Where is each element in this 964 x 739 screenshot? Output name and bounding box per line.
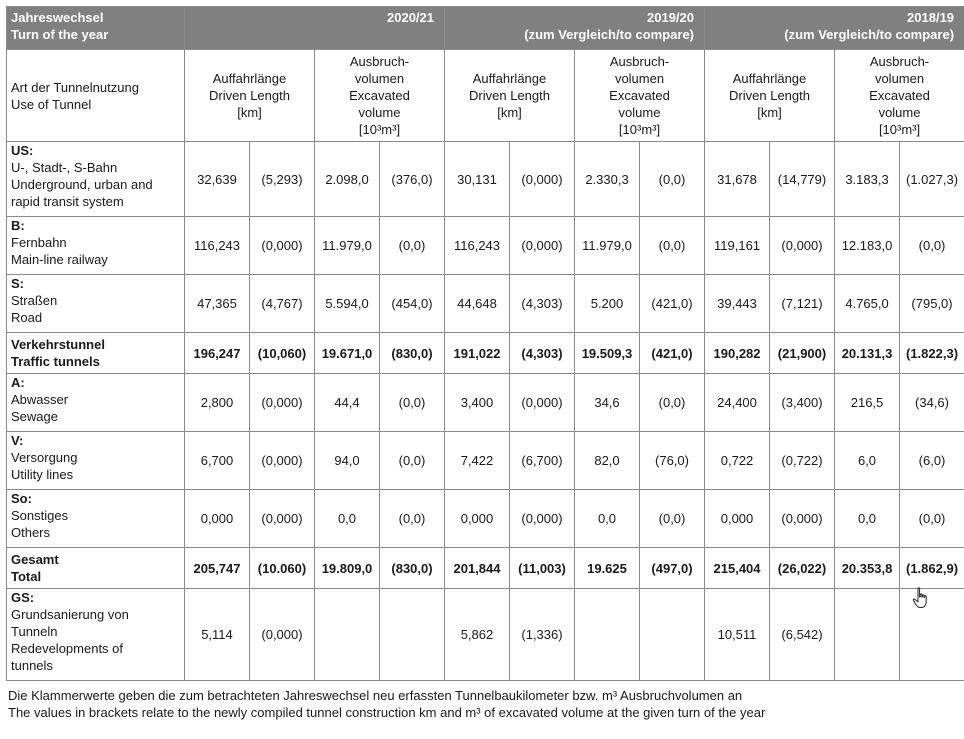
value-cell: 0,000 — [185, 490, 250, 548]
year-note: (zum Vergleich/to compare) — [784, 27, 955, 42]
value-cell: 119,161 — [705, 217, 770, 275]
header-line: volume — [618, 105, 661, 120]
new-value-cell: (14,779) — [770, 142, 835, 217]
year-header-2019-20 — [445, 7, 705, 50]
row-label-en: Use of Tunnel — [11, 96, 92, 112]
header-line: [km] — [237, 105, 262, 120]
new-value-cell: (6,0) — [900, 432, 964, 490]
header-line: Excavated — [609, 88, 670, 103]
new-value-cell: (0,000) — [770, 490, 835, 548]
value-cell: 19.809,0 — [315, 548, 380, 589]
row-total — [7, 548, 964, 589]
header-line: Ausbruch- — [609, 54, 670, 69]
year-label: 2020/21 — [387, 10, 434, 25]
row-utility-lines — [7, 432, 964, 490]
value-cell: 31,678 — [705, 142, 770, 217]
value-cell: 2.330,3 — [575, 142, 640, 217]
new-value-cell: (454,0) — [380, 275, 445, 333]
category-label: tunnels — [11, 658, 53, 673]
row-others — [7, 490, 964, 548]
new-value-cell: (11,003) — [510, 548, 575, 589]
new-value-cell: (0,000) — [510, 374, 575, 432]
footnote-en: The values in brackets relate to the newly compiled tunnel construction km and m³ of excavated volume at the given turn of the year — [8, 705, 766, 720]
driven-length-header — [705, 50, 835, 142]
value-cell: 191,022 — [445, 333, 510, 374]
value-cell: 216,5 — [835, 374, 900, 432]
year-header-2018-19 — [705, 7, 964, 50]
value-cell: 94,0 — [315, 432, 380, 490]
header-line: Auffahrlänge — [732, 71, 807, 86]
header-line: Ausbruch- — [349, 54, 410, 69]
new-value-cell: (10.060) — [250, 548, 315, 589]
value-cell: 5.200 — [575, 275, 640, 333]
category-label: Redevelopments of — [11, 641, 124, 656]
value-cell: 215,404 — [705, 548, 770, 589]
category-code: A: — [11, 375, 25, 390]
column-header-row — [7, 50, 964, 142]
new-value-cell: (0,000) — [510, 142, 575, 217]
header-line: Driven Length — [209, 88, 290, 103]
value-cell — [835, 589, 900, 681]
category-label: Gesamt — [11, 552, 59, 567]
header-line: [10³m³] — [618, 122, 661, 137]
category-label: Straßen — [11, 293, 58, 308]
tunnel-use-cell — [7, 333, 185, 374]
table-body — [7, 142, 964, 681]
new-value-cell: (0,0) — [640, 490, 705, 548]
new-value-cell: (421,0) — [640, 333, 705, 374]
new-value-cell: (0,000) — [250, 432, 315, 490]
row-main-line-railway — [7, 217, 964, 275]
new-value-cell — [900, 589, 964, 681]
value-cell: 201,844 — [445, 548, 510, 589]
category-code: V: — [11, 433, 24, 448]
category-label: rapid transit system — [11, 194, 124, 209]
value-cell: 12.183,0 — [835, 217, 900, 275]
new-value-cell: (497,0) — [640, 548, 705, 589]
new-value-cell: (0,000) — [250, 217, 315, 275]
category-label: Versorgung — [11, 450, 78, 465]
value-cell: 6,0 — [835, 432, 900, 490]
new-value-cell: (7,121) — [770, 275, 835, 333]
new-value-cell: (0,000) — [250, 589, 315, 681]
new-value-cell: (1.862,9) — [900, 548, 964, 589]
tunnel-use-cell — [7, 142, 185, 217]
value-cell: 116,243 — [185, 217, 250, 275]
year-label: 2019/20 — [647, 10, 695, 25]
new-value-cell: (6,700) — [510, 432, 575, 490]
year-note: (zum Vergleich/to compare) — [524, 27, 695, 42]
value-cell: 7,422 — [445, 432, 510, 490]
header-line: Driven Length — [469, 88, 550, 103]
new-value-cell: (0,0) — [900, 217, 964, 275]
category-label: Road — [11, 310, 43, 325]
value-cell: 190,282 — [705, 333, 770, 374]
value-cell: 5,114 — [185, 589, 250, 681]
category-code: US: — [11, 143, 34, 158]
value-cell — [575, 589, 640, 681]
header-line: [km] — [757, 105, 782, 120]
header-line: [10³m³] — [878, 122, 921, 137]
row-sewage — [7, 374, 964, 432]
value-cell: 4.765,0 — [835, 275, 900, 333]
header-line: Auffahrlänge — [472, 71, 547, 86]
new-value-cell: (421,0) — [640, 275, 705, 333]
value-cell: 2,800 — [185, 374, 250, 432]
header-line: volume — [878, 105, 921, 120]
new-value-cell: (830,0) — [380, 548, 445, 589]
year-label: 2018/19 — [907, 10, 955, 25]
new-value-cell — [380, 589, 445, 681]
category-code: B: — [11, 218, 25, 233]
value-cell: 6,700 — [185, 432, 250, 490]
row-road — [7, 275, 964, 333]
header-line: Driven Length — [729, 88, 810, 103]
new-value-cell: (830,0) — [380, 333, 445, 374]
tunnel-use-cell — [7, 589, 185, 681]
value-cell: 20.353,8 — [835, 548, 900, 589]
value-cell: 32,639 — [185, 142, 250, 217]
driven-length-header — [185, 50, 315, 142]
year-header-2020-21 — [185, 7, 445, 50]
category-label: U-, Stadt-, S-Bahn — [11, 160, 118, 175]
value-cell — [315, 589, 380, 681]
row-redevelopments — [7, 589, 964, 681]
category-label: Fernbahn — [11, 235, 67, 250]
value-cell: 11.979,0 — [315, 217, 380, 275]
new-value-cell: (1,336) — [510, 589, 575, 681]
value-cell: 2.098,0 — [315, 142, 380, 217]
new-value-cell: (21,900) — [770, 333, 835, 374]
category-label: Others — [11, 525, 51, 540]
tunnel-use-cell — [7, 490, 185, 548]
excavated-volume-header — [835, 50, 964, 142]
new-value-cell: (0,000) — [510, 490, 575, 548]
header-line: volumen — [874, 71, 925, 86]
new-value-cell: (0,0) — [640, 142, 705, 217]
row-underground — [7, 142, 964, 217]
new-value-cell: (0,000) — [510, 217, 575, 275]
value-cell: 34,6 — [575, 374, 640, 432]
new-value-cell: (1.027,3) — [900, 142, 964, 217]
header-line: Excavated — [349, 88, 410, 103]
tunnel-use-header — [7, 50, 185, 142]
value-cell: 0,0 — [835, 490, 900, 548]
value-cell: 5,862 — [445, 589, 510, 681]
category-code: GS: — [11, 590, 35, 605]
category-label: Main-line railway — [11, 252, 108, 267]
new-value-cell: (6,542) — [770, 589, 835, 681]
new-value-cell — [640, 589, 705, 681]
excavated-volume-header — [315, 50, 445, 142]
tunnel-statistics — [6, 6, 964, 721]
value-cell: 47,365 — [185, 275, 250, 333]
value-cell: 0,722 — [705, 432, 770, 490]
footnote — [6, 687, 964, 721]
category-label: Traffic tunnels — [11, 354, 100, 369]
value-cell: 0,0 — [575, 490, 640, 548]
category-label: Verkehrstunnel — [11, 337, 105, 352]
header-line: Ausbruch- — [869, 54, 930, 69]
new-value-cell: (0,0) — [380, 217, 445, 275]
new-value-cell: (0,0) — [640, 374, 705, 432]
corner-label-de: Jahreswechsel — [11, 10, 104, 25]
value-cell: 19.671,0 — [315, 333, 380, 374]
category-label: Underground, urban and — [11, 177, 153, 192]
new-value-cell: (76,0) — [640, 432, 705, 490]
category-label: Sewage — [11, 409, 58, 424]
tunnel-statistics-table — [6, 6, 964, 681]
excavated-volume-header — [575, 50, 705, 142]
value-cell: 116,243 — [445, 217, 510, 275]
tunnel-use-cell — [7, 275, 185, 333]
header-line: volumen — [614, 71, 665, 86]
new-value-cell: (376,0) — [380, 142, 445, 217]
header-line: [10³m³] — [358, 122, 401, 137]
header-line: volume — [358, 105, 401, 120]
value-cell: 82,0 — [575, 432, 640, 490]
new-value-cell: (0,0) — [380, 490, 445, 548]
value-cell: 10,511 — [705, 589, 770, 681]
turn-of-year-header — [7, 7, 185, 50]
value-cell: 0,000 — [445, 490, 510, 548]
category-label: Sonstiges — [11, 508, 69, 523]
value-cell: 30,131 — [445, 142, 510, 217]
new-value-cell: (0,0) — [900, 490, 964, 548]
tunnel-use-cell — [7, 374, 185, 432]
category-label: Grundsanierung von — [11, 607, 129, 622]
header-line: Auffahrlänge — [212, 71, 287, 86]
category-code: So: — [11, 491, 32, 506]
new-value-cell: (34,6) — [900, 374, 964, 432]
new-value-cell: (4,303) — [510, 333, 575, 374]
value-cell: 3,400 — [445, 374, 510, 432]
value-cell: 11.979,0 — [575, 217, 640, 275]
value-cell: 0,0 — [315, 490, 380, 548]
new-value-cell: (0,000) — [250, 374, 315, 432]
value-cell: 44,648 — [445, 275, 510, 333]
header-line: [km] — [497, 105, 522, 120]
header-line: Excavated — [869, 88, 930, 103]
new-value-cell: (0,000) — [770, 217, 835, 275]
category-label: Total — [11, 569, 42, 584]
new-value-cell: (5,293) — [250, 142, 315, 217]
category-label: Tunneln — [11, 624, 58, 639]
tunnel-use-cell — [7, 217, 185, 275]
value-cell: 19.509,3 — [575, 333, 640, 374]
new-value-cell: (3,400) — [770, 374, 835, 432]
value-cell: 39,443 — [705, 275, 770, 333]
new-value-cell: (1.822,3) — [900, 333, 964, 374]
value-cell: 20.131,3 — [835, 333, 900, 374]
value-cell: 205,747 — [185, 548, 250, 589]
row-traffic-tunnels — [7, 333, 964, 374]
category-code: S: — [11, 276, 24, 291]
value-cell: 5.594,0 — [315, 275, 380, 333]
new-value-cell: (0,0) — [640, 217, 705, 275]
category-label: Utility lines — [11, 467, 74, 482]
tunnel-use-cell — [7, 548, 185, 589]
new-value-cell: (4,303) — [510, 275, 575, 333]
corner-label-en: Turn of the year — [11, 27, 109, 42]
new-value-cell: (795,0) — [900, 275, 964, 333]
driven-length-header — [445, 50, 575, 142]
value-cell: 44,4 — [315, 374, 380, 432]
value-cell: 196,247 — [185, 333, 250, 374]
year-header-row — [7, 7, 964, 50]
new-value-cell: (4,767) — [250, 275, 315, 333]
category-label: Abwasser — [11, 392, 69, 407]
value-cell: 0,000 — [705, 490, 770, 548]
value-cell: 24,400 — [705, 374, 770, 432]
tunnel-use-cell — [7, 432, 185, 490]
row-label-de: Art der Tunnelnutzung — [11, 79, 139, 95]
new-value-cell: (10,060) — [250, 333, 315, 374]
new-value-cell: (0,0) — [380, 374, 445, 432]
new-value-cell: (26,022) — [770, 548, 835, 589]
new-value-cell: (0,0) — [380, 432, 445, 490]
new-value-cell: (0,000) — [250, 490, 315, 548]
header-line: volumen — [354, 71, 405, 86]
footnote-de: Die Klammerwerte geben die zum betrachteten Jahreswechsel neu erfassten Tunnelbaukilometer bzw. m³ Ausbruchvolumen an — [8, 688, 743, 703]
hand-pointer-icon — [912, 587, 930, 609]
value-cell: 19.625 — [575, 548, 640, 589]
new-value-cell: (0,722) — [770, 432, 835, 490]
value-cell: 3.183,3 — [835, 142, 900, 217]
